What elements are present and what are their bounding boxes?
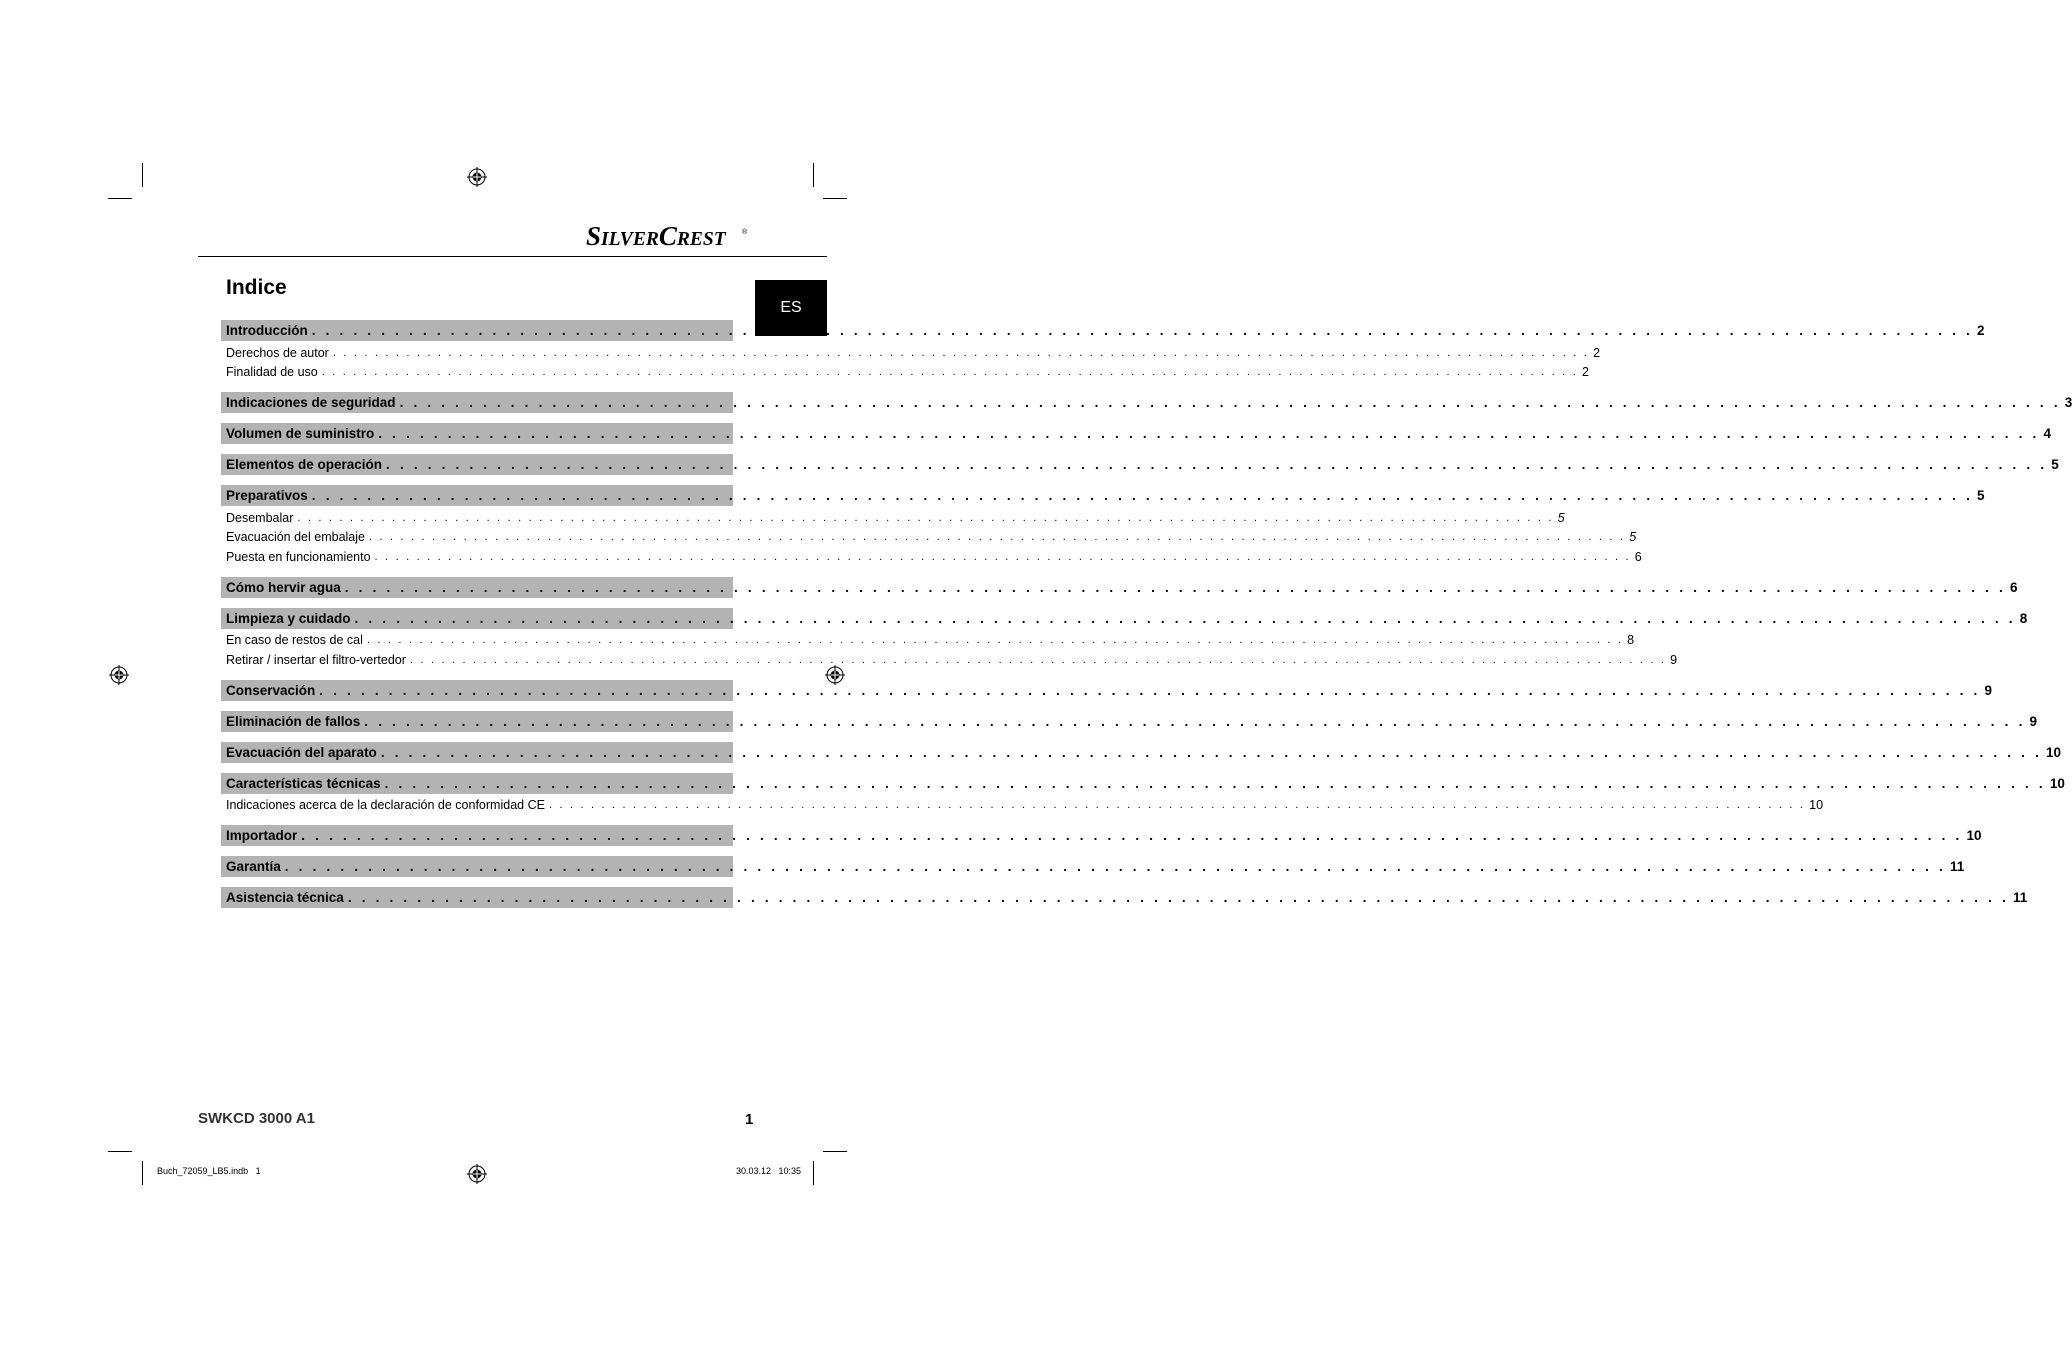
model-number: SWKCD 3000 A1 <box>198 1110 315 1127</box>
toc-section <box>221 711 2038 732</box>
toc-subsection-list <box>221 506 1642 567</box>
registration-mark-icon <box>467 167 487 187</box>
registration-mark-icon <box>467 1164 487 1184</box>
crop-mark <box>142 1161 143 1185</box>
toc-section <box>221 825 1982 846</box>
toc-subsection <box>221 547 1642 567</box>
toc-leader-dots: . . . . . . . . . . . . . . . . . . . . . . . . . . . . . . . . . . . . . . . . . . . . . . . . . . . . . . . . . . . . . . . . . . . . . . . . . . . . . . . . . . . . . . . . . . . . . . . . . . . . . . . . . . . . . . . . . . . . . . . . <box>548 799 1806 812</box>
toc-section <box>221 454 2059 475</box>
toc-subsection <box>221 650 1678 670</box>
toc-leader-dots: . . . . . . . . . . . . . . . . . . . . . . . . . . . . . . . . . . . . . . . . . . . . . . . . . . . . . . . . . . . . . . . . . . . . . . . . . . . . . . . . . . . . . . . . . . . . . . . . . . . . . . . . . . . . . . . . . . . . . . . . <box>354 610 2016 626</box>
toc-section-title: Elementos de operación <box>226 457 383 472</box>
toc-section <box>221 485 1985 506</box>
toc-subsection-page: 5 <box>1629 530 1637 545</box>
header-rule <box>198 256 827 257</box>
toc-section <box>221 423 2052 444</box>
toc-section <box>221 680 1993 701</box>
toc-leader-dots: . . . . . . . . . . . . . . . . . . . . . . . . . . . . . . . . . . . . . . . . . . . . . . . . . . . . . . . . . . . . . . . . . . . . . . . . . . . . . . . . . . . . . . . . . . . . . . . . . . . . . . . . . . . . . . . . . . . . . . . . <box>384 775 2046 791</box>
toc-section <box>221 577 2018 598</box>
toc-section <box>221 773 2065 794</box>
toc-section-page: 8 <box>2019 610 2028 626</box>
toc-leader-dots: . . . . . . . . . . . . . . . . . . . . . . . . . . . . . . . . . . . . . . . . . . . . . . . . . . . . . . . . . . . . . . . . . . . . . . . . . . . . . . . . . . . . . . . . . . . . . . . . . . . . . . . . . . . . . . . . . . . . . . . . <box>399 395 2061 410</box>
crop-mark <box>823 1151 847 1152</box>
toc-leader-dots: . . . . . . . . . . . . . . . . . . . . . . . . . . . . . . . . . . . . . . . . . . . . . . . . . . . . . . . . . . . . . . . . . . . . . . . . . . . . . . . . . . . . . . . . . . . . . . . . . . . . . . . . . . . . . . . . . . . . . . . . <box>368 531 1626 544</box>
crop-mark <box>813 1161 814 1185</box>
toc-subsection-list <box>221 629 1678 670</box>
toc-section <box>221 887 2028 908</box>
toc-section <box>221 742 2062 763</box>
toc-subsection-list <box>221 794 1824 816</box>
silvercrest-logo <box>586 222 748 250</box>
toc-leader-dots: . . . . . . . . . . . . . . . . . . . . . . . . . . . . . . . . . . . . . . . . . . . . . . . . . . . . . . . . . . . . . . . . . . . . . . . . . . . . . . . . . . . . . . . . . . . . . . . . . . . . . . . . . . . . . . . . . . . . . . . . <box>409 653 1667 666</box>
toc-leader-dots: . . . . . . . . . . . . . . . . . . . . . . . . . . . . . . . . . . . . . . . . . . . . . . . . . . . . . . . . . . . . . . . . . . . . . . . . . . . . . . . . . . . . . . . . . . . . . . . . . . . . . . . . . . . . . . . . . . . . . . . . <box>297 511 1554 524</box>
toc-leader-dots: . . . . . . . . . . . . . . . . . . . . . . . . . . . . . . . . . . . . . . . . . . . . . . . . . . . . . . . . . . . . . . . . . . . . . . . . . . . . . . . . . . . . . . . . . . . . . . . . . . . . . . . . . . . . . . . . . . . . . . . . <box>319 682 1981 698</box>
toc-subsection <box>221 343 1601 363</box>
toc-section-title: Características técnicas <box>226 775 381 791</box>
crop-mark <box>108 198 132 199</box>
toc-subsection-page: 2 <box>1593 345 1601 360</box>
print-slug-file: Buch_72059_LB5.indb 1 <box>157 1166 261 1176</box>
toc-leader-dots: . . . . . . . . . . . . . . . . . . . . . . . . . . . . . . . . . . . . . . . . . . . . . . . . . . . . . . . . . . . . . . . . . . . . . . . . . . . . . . . . . . . . . . . . . . . . . . . . . . . . . . . . . . . . . . . . . . . . . . . . <box>364 713 2026 729</box>
toc-subsection-title: Retirar / insertar el filtro-vertedor <box>226 652 406 667</box>
toc-leader-dots: . . . . . . . . . . . . . . . . . . . . . . . . . . . . . . . . . . . . . . . . . . . . . . . . . . . . . . . . . . . . . . . . . . . . . . . . . . . . . . . . . . . . . . . . . . . . . . . . . . . . . . . . . . . . . . . . . . . . . . . . <box>386 457 2048 472</box>
toc-subsection-page: 10 <box>1809 798 1824 813</box>
toc-section-title: Conservación <box>226 682 316 698</box>
toc-subsection <box>221 796 1824 816</box>
toc-section <box>221 392 2072 413</box>
toc-subsection-title: Finalidad de uso <box>226 365 318 380</box>
toc-section-title: Asistencia técnica <box>226 890 344 905</box>
toc-leader-dots: . . . . . . . . . . . . . . . . . . . . . . . . . . . . . . . . . . . . . . . . . . . . . . . . . . . . . . . . . . . . . . . . . . . . . . . . . . . . . . . . . . . . . . . . . . . . . . . . . . . . . . . . . . . . . . . . . . . . . . . . <box>378 426 2040 441</box>
toc-section-page: 10 <box>1966 828 1982 843</box>
toc-leader-dots: . . . . . . . . . . . . . . . . . . . . . . . . . . . . . . . . . . . . . . . . . . . . . . . . . . . . . . . . . . . . . . . . . . . . . . . . . . . . . . . . . . . . . . . . . . . . . . . . . . . . . . . . . . . . . . . . . . . . . . . . <box>374 550 1631 563</box>
crop-mark <box>108 1151 132 1152</box>
toc-section-title: Limpieza y cuidado <box>226 610 351 626</box>
toc-section <box>221 608 2028 629</box>
toc-section-title: Volumen de suministro <box>226 426 375 441</box>
crop-mark <box>813 163 814 187</box>
toc-subsection <box>221 363 1589 383</box>
toc-subsection-list <box>221 341 1601 382</box>
toc-subsection-title: Derechos de autor <box>226 345 329 360</box>
table-of-contents <box>221 320 2072 908</box>
toc-leader-dots: . . . . . . . . . . . . . . . . . . . . . . . . . . . . . . . . . . . . . . . . . . . . . . . . . . . . . . . . . . . . . . . . . . . . . . . . . . . . . . . . . . . . . . . . . . . . . . . . . . . . . . . . . . . . . . . . . . . . . . . . <box>366 634 1624 647</box>
language-tab-label: ES <box>780 299 802 316</box>
toc-leader-dots: . . . . . . . . . . . . . . . . . . . . . . . . . . . . . . . . . . . . . . . . . . . . . . . . . . . . . . . . . . . . . . . . . . . . . . . . . . . . . . . . . . . . . . . . . . . . . . . . . . . . . . . . . . . . . . . . . . . . . . . . <box>321 366 1578 379</box>
toc-leader-dots: . . . . . . . . . . . . . . . . . . . . . . . . . . . . . . . . . . . . . . . . . . . . . . . . . . . . . . . . . . . . . . . . . . . . . . . . . . . . . . . . . . . . . . . . . . . . . . . . . . . . . . . . . . . . . . . . . . . . . . . . <box>284 859 1947 874</box>
print-slug-date: 30.03.12 10:35 <box>736 1166 802 1176</box>
toc-subsection-title: En caso de restos de cal <box>226 633 363 648</box>
toc-subsection-page: 9 <box>1670 652 1678 667</box>
toc-section-title: Evacuación del aparato <box>226 744 377 760</box>
toc-leader-dots: . . . . . . . . . . . . . . . . . . . . . . . . . . . . . . . . . . . . . . . . . . . . . . . . . . . . . . . . . . . . . . . . . . . . . . . . . . . . . . . . . . . . . . . . . . . . . . . . . . . . . . . . . . . . . . . . . . . . . . . . <box>301 828 1963 843</box>
toc-subsection <box>221 508 1565 528</box>
toc-leader-dots: . . . . . . . . . . . . . . . . . . . . . . . . . . . . . . . . . . . . . . . . . . . . . . . . . . . . . . . . . . . . . . . . . . . . . . . . . . . . . . . . . . . . . . . . . . . . . . . . . . . . . . . . . . . . . . . . . . . . . . . . <box>347 890 2010 905</box>
toc-section <box>221 320 1985 341</box>
toc-subsection-page: 5 <box>1557 510 1565 525</box>
svg-text:®: ® <box>742 229 748 236</box>
toc-leader-dots: . . . . . . . . . . . . . . . . . . . . . . . . . . . . . . . . . . . . . . . . . . . . . . . . . . . . . . . . . . . . . . . . . . . . . . . . . . . . . . . . . . . . . . . . . . . . . . . . . . . . . . . . . . . . . . . . . . . . . . . . <box>380 744 2043 760</box>
toc-section-title: Garantía <box>226 859 281 874</box>
toc-subsection-title: Desembalar <box>226 510 294 525</box>
toc-section-title: Importador <box>226 828 298 843</box>
toc-section-title: Indicaciones de seguridad <box>226 395 396 410</box>
toc-subsection-title: Puesta en funcionamiento <box>226 549 371 564</box>
toc-section-page: 4 <box>2043 426 2052 441</box>
toc-leader-dots: . . . . . . . . . . . . . . . . . . . . . . . . . . . . . . . . . . . . . . . . . . . . . . . . . . . . . . . . . . . . . . . . . . . . . . . . . . . . . . . . . . . . . . . . . . . . . . . . . . . . . . . . . . . . . . . . . . . . . . . . <box>344 579 2007 595</box>
toc-section-page: 2 <box>1976 323 1985 338</box>
toc-subsection-title: Indicaciones acerca de la declaración de conformidad CE <box>226 798 545 813</box>
toc-section-title: Introducción <box>226 323 308 338</box>
toc-subsection <box>221 631 1635 651</box>
svg-text:SILVERCREST: SILVERCREST <box>586 221 726 251</box>
toc-section-page: 6 <box>2010 579 2018 595</box>
page-title: Indice <box>226 276 287 299</box>
toc-leader-dots: . . . . . . . . . . . . . . . . . . . . . . . . . . . . . . . . . . . . . . . . . . . . . . . . . . . . . . . . . . . . . . . . . . . . . . . . . . . . . . . . . . . . . . . . . . . . . . . . . . . . . . . . . . . . . . . . . . . . . . . . <box>311 323 1973 338</box>
toc-subsection <box>221 528 1637 548</box>
toc-subsection-title: Evacuación del embalaje <box>226 530 365 545</box>
toc-subsection-page: 6 <box>1634 549 1642 564</box>
page-number: 1 <box>745 1111 754 1128</box>
toc-section-page: 9 <box>2029 713 2038 729</box>
toc-section-page: 5 <box>1977 488 1985 503</box>
toc-section-page: 5 <box>2051 457 2059 472</box>
toc-section-page: 11 <box>1950 859 1965 874</box>
toc-section-page: 10 <box>2046 744 2062 760</box>
toc-subsection-page: 2 <box>1581 365 1589 380</box>
toc-subsection-page: 8 <box>1627 633 1635 648</box>
registration-mark-icon <box>109 665 129 685</box>
crop-mark <box>823 198 847 199</box>
toc-section-page: 10 <box>2049 775 2065 791</box>
toc-leader-dots: . . . . . . . . . . . . . . . . . . . . . . . . . . . . . . . . . . . . . . . . . . . . . . . . . . . . . . . . . . . . . . . . . . . . . . . . . . . . . . . . . . . . . . . . . . . . . . . . . . . . . . . . . . . . . . . . . . . . . . . . <box>311 488 1974 503</box>
toc-section-page: 3 <box>2064 395 2072 410</box>
toc-section-title: Cómo hervir agua <box>226 579 341 595</box>
toc-section <box>221 856 1965 877</box>
toc-leader-dots: . . . . . . . . . . . . . . . . . . . . . . . . . . . . . . . . . . . . . . . . . . . . . . . . . . . . . . . . . . . . . . . . . . . . . . . . . . . . . . . . . . . . . . . . . . . . . . . . . . . . . . . . . . . . . . . . . . . . . . . . <box>332 346 1590 359</box>
toc-section-page: 9 <box>1984 682 1993 698</box>
crop-mark <box>142 163 143 187</box>
toc-section-title: Eliminación de fallos <box>226 713 361 729</box>
toc-section-page: 11 <box>2013 890 2028 905</box>
toc-section-title: Preparativos <box>226 488 308 503</box>
